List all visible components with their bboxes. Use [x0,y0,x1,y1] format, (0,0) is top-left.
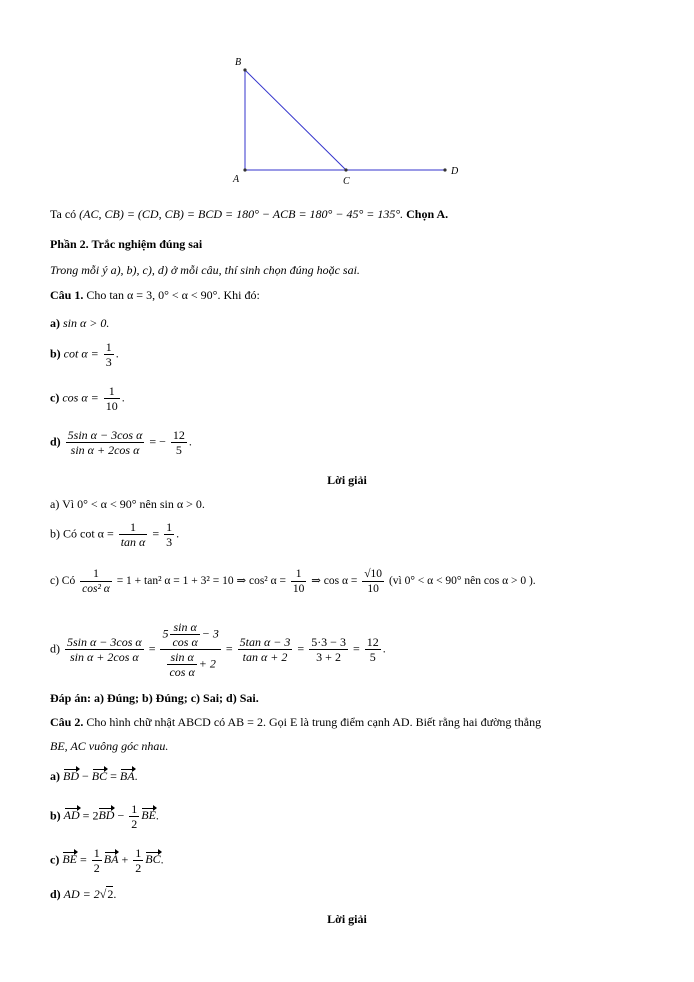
label-A: A [233,174,240,185]
q1-solution-title: Lời giải [327,473,367,487]
q2-option-a: a) BD − BC = BA. [50,769,138,783]
label-B: B [235,57,242,68]
q1-answer: Đáp án: a) Đúng; b) Đúng; c) Sai; d) Sai. [50,691,259,705]
q1-option-d: d) $\frac{\text{5sin α − 3cos α}}{\text{sin α + 2cos α}}$ = − $\frac{12}{5}$ . [50,428,192,457]
part2-instruction: Trong mỗi ý a), b), c), d) ở mỗi câu, thí sinh chọn đúng hoặc sai. [50,263,360,277]
q1-option-b: b) cot α = $\frac{1}{3}$ . [50,340,119,369]
q2-stem-line2: BE, AC vuông góc nhau. [50,739,169,753]
intro-line: Ta có (AC, CB) = (CD, CB) = BCD = 180° − ACB = 180° − 45° = 135°. Chọn A. [50,207,449,221]
q1-option-c: c) cos α = $\frac{1}{10}$ . [50,384,125,413]
q1-solution-a: a) Vì 0° < α < 90° nên sin α > 0. [50,497,205,511]
q1-option-a: a) sin α > 0. [50,316,110,330]
part2-title: Phần 2. Trắc nghiệm đúng sai [50,237,203,251]
q2-option-d: d) AD = 2√2. [50,887,117,901]
label-C: C [343,176,350,187]
triangle-figure [225,50,470,190]
q2-stem-line1: Câu 2. Cho hình chữ nhật ABCD có AB = 2. Gọi E là trung điểm cạnh AD. Biết rằng hai đường thẳng [50,715,542,729]
q1-stem: Câu 1. Cho tan α = 3, 0° < α < 90°. Khi đó: [50,288,260,302]
q2-solution-title: Lời giải [327,912,367,926]
q2-option-b: b) AD = 2BD − $\frac{1}{2}$ BE. [50,802,159,831]
q2-option-c: c) BE = $\frac{1}{2}$ BA + $\frac{1}{2}$ BC. [50,846,164,875]
q1-solution-b: b) Có cot α = $\frac{1}{\text{tan α}}$ = $\frac{1}{3}$ . [50,520,180,549]
label-D: D [451,166,459,177]
q1-solution-d: d) $\frac{\text{5sin α − 3cos α}}{\text{sin α + 2cos α}}$ = 5 $\frac{\text{sin α}}{\text{cos α}}$ − 3 $\frac{\text{sin α}}{\text{cos α}}$ + 2 = $\frac{\text{5tan α − 3}}{\text{tan α + 2}}$ = $\frac{5\cdot 3 - 3}{3 + 2}$ = $\frac{12}{5}$ . [50,620,386,679]
q1-solution-c: c) Có $\frac{1}{\text{cos² α}}$ = 1 + tan² α = 1 + 3² = 10 ⇒ cos² α = $\frac{1}{10}$ ⇒ cos α = $\frac{√10}{10}$ (vì 0° < α < 90° nên cos α > 0 ). [50,568,536,595]
